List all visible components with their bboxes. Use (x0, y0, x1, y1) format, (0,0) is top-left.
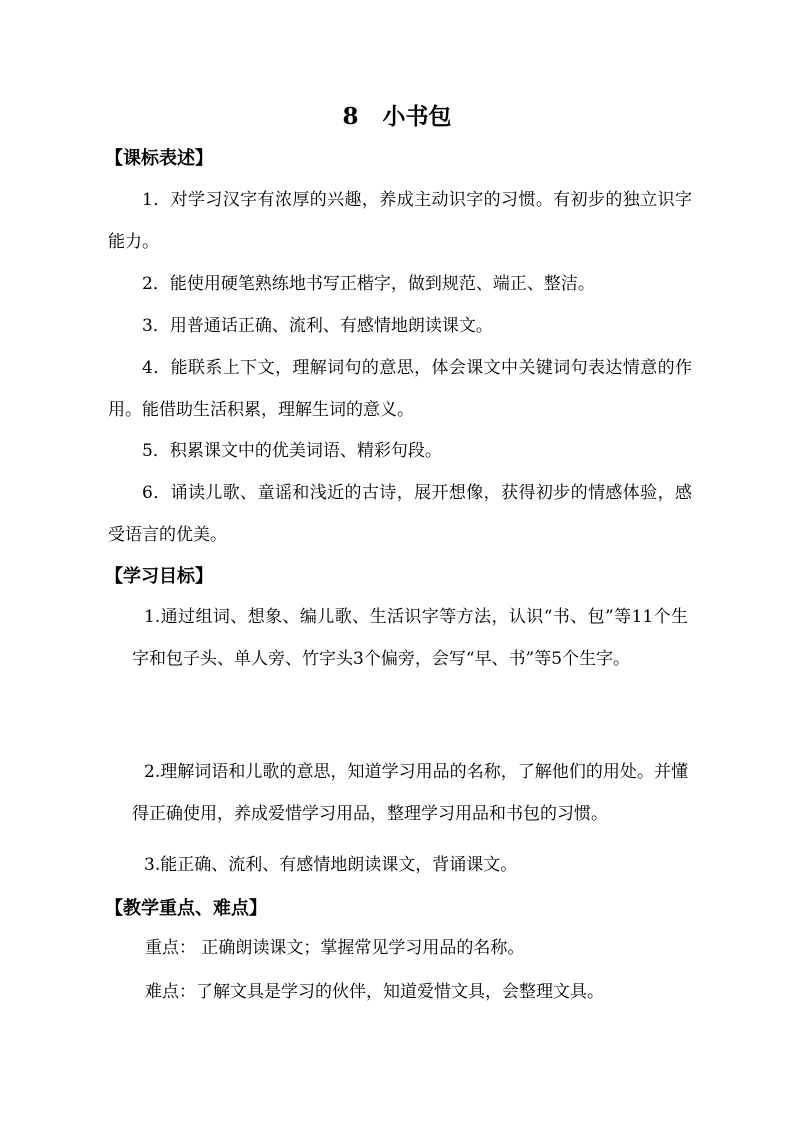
document-title: 8 小书包 (342, 103, 452, 130)
objectives-item-1: 1.通过组词、想象、编儿歌、生活识字等方法，认识“书、包”等11个生字和包子头、单人旁、竹字头3个偏旁，会写“早、书”等5个生字。 (132, 607, 688, 669)
objectives-item-3: 3.能正确、流利、有感情地朗读课文，背诵课文。 (144, 855, 518, 875)
standards-item-3: 3．用普通话正确、流利、有感情地朗读课文。 (142, 316, 493, 336)
standards-item-4: 4．能联系上下文，理解词句的意思，体会课文中关键词句表达情意的作用。能借助生活积累，理解生词的意义。 (108, 358, 692, 420)
standards-item-2: 2．能使用硬笔熟练地书写正楷字，做到规范、端正、整洁。 (142, 274, 595, 294)
standards-item-6: 6．诵读儿歌、童谣和浅近的古诗，展开想像，获得初步的情感体验，感受语言的优美。 (108, 483, 692, 545)
keypoint-difficulty: 难点：了解文具是学习的伙伴，知道爱惜文具，会整理文具。 (145, 982, 604, 1002)
standards-item-5: 5．积累课文中的优美词语、精彩句段。 (142, 441, 442, 461)
section-heading-standards: 【课标表述】 (105, 148, 213, 169)
keypoint-focus: 重点： 正确朗读课文；掌握常见学习用品的名称。 (145, 938, 525, 958)
section-heading-objectives: 【学习目标】 (105, 566, 213, 587)
objectives-item-2: 2.理解词语和儿歌的意思，知道学习用品的名称，了解他们的用处。并懂得正确使用，养成爱惜学习用品，整理学习用品和书包的习惯。 (132, 762, 688, 824)
standards-item-1: 1．对学习汉字有浓厚的兴趣，养成主动识字的习惯。有初步的独立识字能力。 (108, 190, 692, 252)
section-heading-keypoints: 【教学重点、难点】 (105, 898, 267, 919)
